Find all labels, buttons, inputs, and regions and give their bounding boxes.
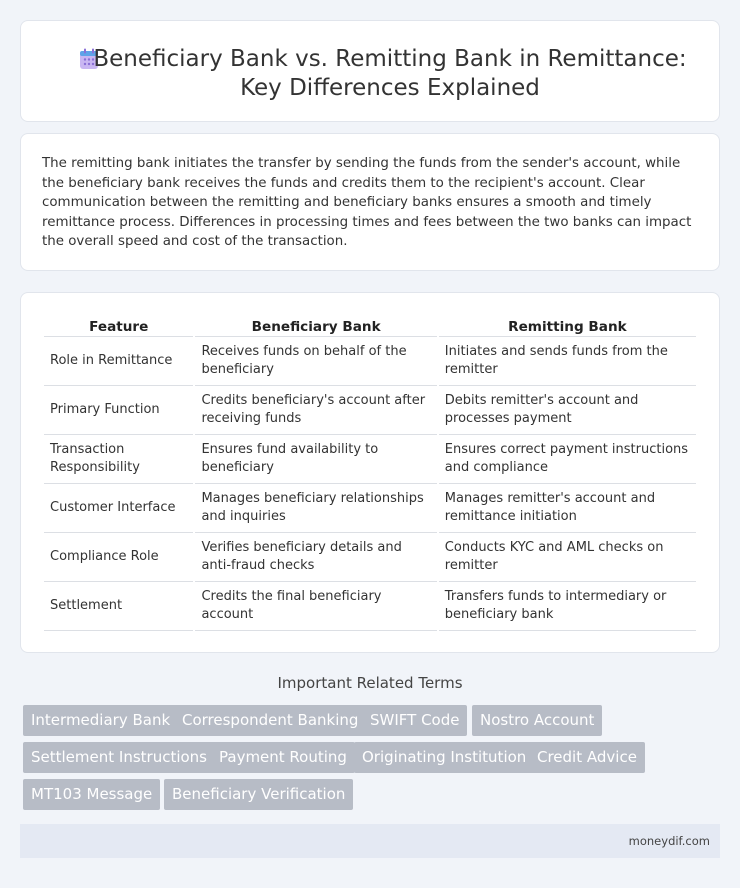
table-row: [44, 435, 696, 484]
title-card: [20, 20, 720, 122]
tag-intermediary-bank[interactable]: Intermediary Bank: [23, 705, 178, 736]
remitting-cell: Ensures correct payment instructions and compliance: [439, 435, 696, 484]
page-title: Beneficiary Bank vs. Remitting Bank in Remittance: Key Differences Explained: [93, 46, 687, 101]
remitting-cell: Debits remitter's account and processes payment: [439, 386, 696, 435]
beneficiary-cell: Credits the final beneficiary account: [195, 582, 436, 631]
summary-card: [20, 133, 720, 271]
feature-cell: Transaction Responsibility: [44, 435, 193, 484]
table-row: [44, 386, 696, 435]
tag-swift-code[interactable]: SWIFT Code: [362, 705, 467, 736]
beneficiary-cell: Verifies beneficiary details and anti-fraud checks: [195, 533, 436, 582]
header-remitting-bank: Remitting Bank: [439, 315, 696, 337]
related-terms-heading: Important Related Terms: [277, 674, 463, 692]
feature-cell: Role in Remittance: [44, 337, 193, 386]
summary-paragraph: The remitting bank initiates the transfer by sending the funds from the sender's account, while the beneficiary bank receives the funds and credits them to the recipient's account. Clear communication between the remitting and beneficiary banks ensures a smooth and timely remittance process. Differences in processing times and fees between the two banks can impact the overall speed and cost of the transaction.: [42, 156, 692, 250]
table-header-row: [44, 315, 696, 337]
header-beneficiary-bank: Beneficiary Bank: [195, 315, 436, 337]
tag-credit-advice[interactable]: Credit Advice: [529, 742, 645, 773]
table-row: [44, 337, 696, 386]
beneficiary-cell: Ensures fund availability to beneficiary: [195, 435, 436, 484]
header-feature: Feature: [44, 315, 193, 337]
tag-mt103-message[interactable]: MT103 Message: [23, 779, 160, 810]
feature-cell: Settlement: [44, 582, 193, 631]
beneficiary-cell: Manages beneficiary relationships and inquiries: [195, 484, 436, 533]
remitting-cell: Manages remitter's account and remittance initiation: [439, 484, 696, 533]
comparison-table: [42, 315, 698, 631]
tag-settlement-instructions[interactable]: Settlement Instructions: [23, 742, 215, 773]
tag-correspondent-banking[interactable]: Correspondent Banking: [174, 705, 366, 736]
tag-nostro-account[interactable]: Nostro Account: [472, 705, 602, 736]
remitting-cell: Conducts KYC and AML checks on remitter: [439, 533, 696, 582]
tag-payment-routing[interactable]: Payment Routing: [211, 742, 355, 773]
feature-cell: Customer Interface: [44, 484, 193, 533]
table-row: [44, 533, 696, 582]
feature-cell: Primary Function: [44, 386, 193, 435]
table-row: [44, 484, 696, 533]
footer: [20, 824, 720, 858]
footer-site-link[interactable]: moneydif.com: [628, 834, 710, 848]
remitting-cell: Initiates and sends funds from the remitter: [439, 337, 696, 386]
beneficiary-cell: Credits beneficiary's account after receiving funds: [195, 386, 436, 435]
tag-originating-institution[interactable]: Originating Institution: [354, 742, 534, 773]
beneficiary-cell: Receives funds on behalf of the beneficiary: [195, 337, 436, 386]
table-row: [44, 582, 696, 631]
tag-beneficiary-verification[interactable]: Beneficiary Verification: [164, 779, 353, 810]
comparison-card: [20, 292, 720, 653]
remitting-cell: Transfers funds to intermediary or beneficiary bank: [439, 582, 696, 631]
feature-cell: Compliance Role: [44, 533, 193, 582]
